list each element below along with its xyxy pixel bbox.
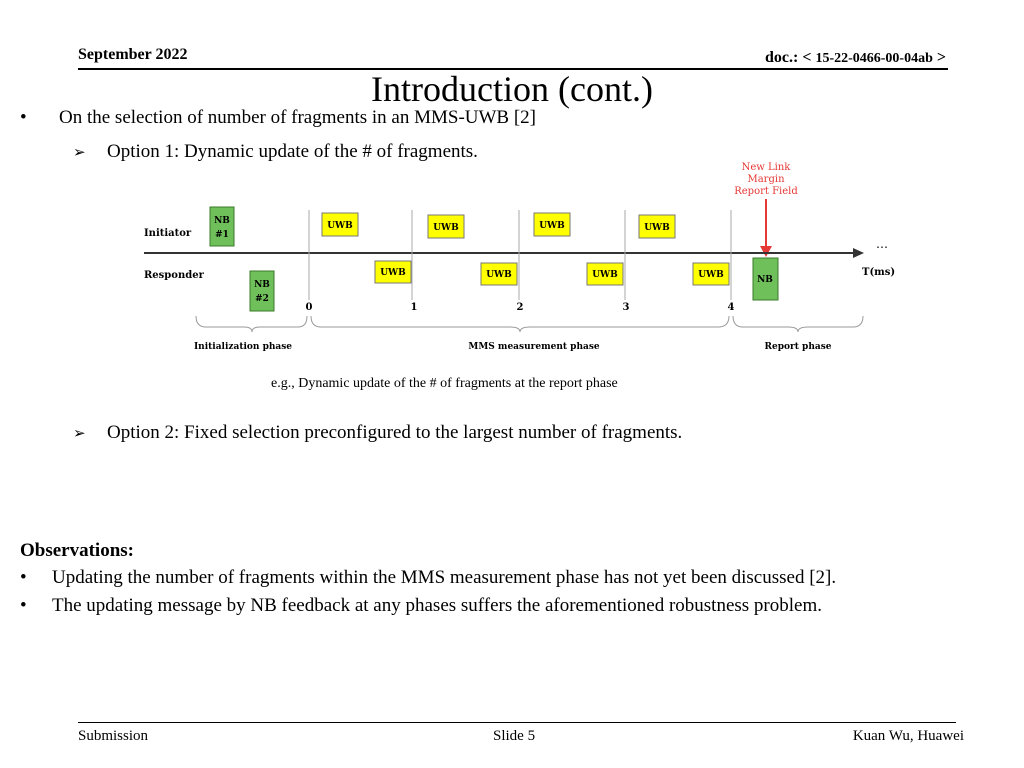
uwb-label: UWB <box>539 221 565 231</box>
annotation-arrowhead-icon <box>760 246 772 257</box>
diagram-caption: e.g., Dynamic update of the # of fragments at the report phase <box>271 376 618 391</box>
doc-label: doc.: <box>764 49 799 66</box>
annotation-line-1: New Link <box>741 162 791 173</box>
tick-label: 1 <box>410 302 418 313</box>
nb2-label-line-1: NB <box>254 280 270 290</box>
footer-slide-number: Slide 5 <box>493 728 536 744</box>
bullet-marker: • <box>20 595 27 616</box>
nb2-block <box>250 271 274 311</box>
doc-open: < <box>802 49 812 66</box>
observations-heading: Observations: <box>20 540 134 561</box>
footer-submission: Submission <box>78 728 149 744</box>
uwb-label: UWB <box>698 270 724 280</box>
brace-mms <box>311 316 729 332</box>
responder-label: Responder <box>144 270 204 281</box>
tick-label: 4 <box>727 302 735 313</box>
tick-label: 3 <box>622 302 630 313</box>
uwb-label: UWB <box>644 223 670 233</box>
nb-report-label: NB <box>757 275 773 285</box>
observation-item <box>20 567 836 589</box>
slide-title: Introduction (cont.) <box>371 69 653 109</box>
time-axis-arrow-icon <box>853 248 864 258</box>
phase-mms-label: MMS measurement phase <box>468 342 600 352</box>
bullet-text: On the selection of number of fragments in an MMS-UWB [2] <box>59 107 537 128</box>
doc-close: > <box>936 49 946 66</box>
option-2-text: Option 2: Fixed selection preconfigured to the largest number of fragments. <box>107 422 683 443</box>
initiator-label: Initiator <box>144 228 192 239</box>
footer-divider <box>78 722 956 723</box>
uwb-label: UWB <box>327 221 353 231</box>
time-label: T(ms) <box>862 267 896 278</box>
option-1-text: Option 1: Dynamic update of the # of fragments. <box>107 141 478 162</box>
annotation-line-2: Margin <box>747 174 785 185</box>
arrow-bullet-icon: ➢ <box>73 424 86 442</box>
nb2-label-line-2: #2 <box>255 294 269 304</box>
phase-report-label: Report phase <box>764 342 832 352</box>
uwb-label: UWB <box>486 270 512 280</box>
arrow-bullet-icon: ➢ <box>73 143 86 161</box>
nb1-block <box>210 207 234 246</box>
option-2 <box>73 422 682 444</box>
observation-text: The updating message by NB feedback at any phases suffers the aforementioned robustness problem. <box>52 595 822 616</box>
brace-init <box>196 316 307 332</box>
observation-item <box>20 595 822 617</box>
uwb-label: UWB <box>592 270 618 280</box>
ellipsis: … <box>876 237 888 251</box>
doc-number: 15-22-0466-00-04ab <box>815 51 933 66</box>
bullet-marker: • <box>20 567 27 588</box>
footer-author: Kuan Wu, Huawei <box>852 728 964 744</box>
nb1-label-line-1: NB <box>214 216 230 226</box>
bullet-marker: • <box>20 107 27 128</box>
observation-text: Updating the number of fragments within the MMS measurement phase has not yet been discussed [2]. <box>52 567 837 588</box>
header-date: September 2022 <box>78 46 188 63</box>
tick-label: 2 <box>516 302 524 313</box>
brace-report <box>733 316 863 332</box>
tick-label: 0 <box>305 302 313 313</box>
uwb-label: UWB <box>433 223 459 233</box>
annotation-line-3: Report Field <box>734 186 798 197</box>
uwb-label: UWB <box>380 268 406 278</box>
phase-init-label: Initialization phase <box>193 342 293 352</box>
nb1-label-line-2: #1 <box>215 230 229 240</box>
